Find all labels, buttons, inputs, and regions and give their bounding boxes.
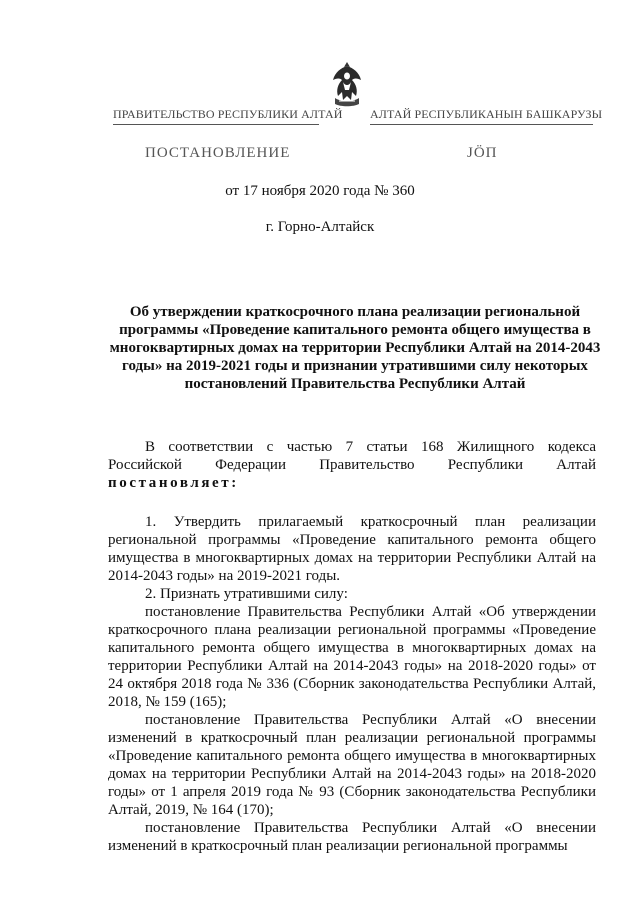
document-body [108, 513, 596, 855]
doc-type-altai: ЈӦП [467, 145, 498, 161]
preamble [108, 438, 596, 492]
letterhead-rule-right [370, 124, 593, 125]
body-paragraph: постановление Правительства Республики Алтай «О внесении изменений в краткосрочный план реализации региональной программы [108, 820, 596, 854]
resolves-word: постановляет: [108, 475, 239, 491]
document-title: Об утверждении краткосрочного плана реализации региональной программы «Проведение капитального ремонта общего имущества в многоквартирных домах на территории Республики Алтай на 2014-2043 годы» на 2019-2021 годы и признании утратившими силу некоторых постановлений Правительства Республики Алтай [109, 304, 601, 392]
letterhead-rule-left [113, 124, 319, 125]
coat-of-arms-icon [329, 60, 365, 108]
document-date: от 17 ноября 2020 года № 360 [225, 183, 415, 199]
doc-type-russian: ПОСТАНОВЛЕНИЕ [145, 145, 291, 161]
document-city: г. Горно-Алтайск [265, 219, 375, 235]
body-paragraph: 2. Признать утратившими силу: [145, 586, 348, 602]
body-paragraph: 1. Утвердить прилагаемый краткосрочный план реализации региональной программы «Проведение капитального ремонта общего имущества в многоквартирных домах на территории Республики Алтай на 2014-2043 годы» на 2019-2021 годы. [108, 514, 596, 584]
org-name-altai: АЛТАЙ РЕСПУБЛИКАНЫН БАШКАРУЗЫ [370, 107, 603, 121]
body-paragraph: постановление Правительства Республики Алтай «О внесении изменений в краткосрочный план реализации региональной программы «Проведение капитального ремонта общего имущества в многоквартирных домах на территории Республики Алтай на 2014-2043 годы» на 2018-2020 годы» от 1 апреля 2019 года № 93 (Сборник законодательства Республики Алтай, 2019, № 164 (170); [108, 712, 596, 818]
letterhead [113, 107, 603, 129]
body-paragraph: постановление Правительства Республики Алтай «Об утверждении краткосрочного плана реализации региональной программы «Проведение капитального ремонта общего имущества в многоквартирных домах на территории Республики Алтай на 2014-2043 годы» на 2018-2020 годы» от 24 октября 2018 года № 336 (Сборник законодательства Республики Алтай, 2018, № 159 (165); [108, 604, 596, 710]
org-name-russian: ПРАВИТЕЛЬСТВО РЕСПУБЛИКИ АЛТАЙ [113, 107, 343, 121]
preamble-text: В соответствии с частью 7 статьи 168 Жилищного кодекса Российской Федерации Правительство Республики Алтай [108, 439, 596, 473]
